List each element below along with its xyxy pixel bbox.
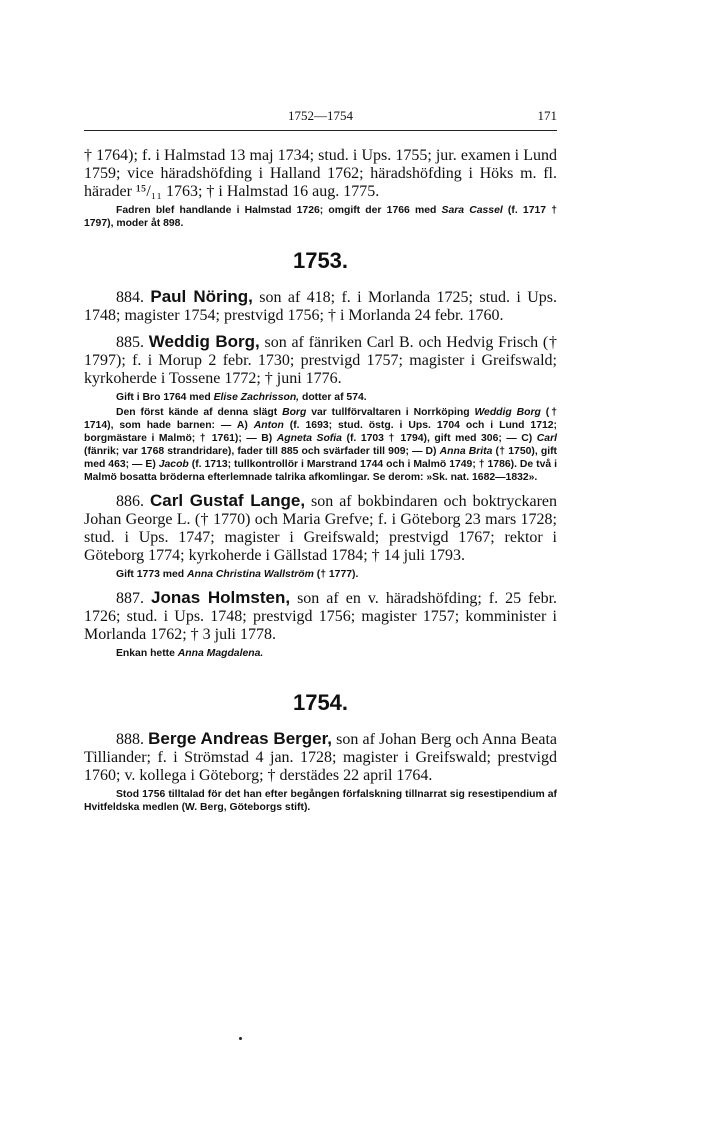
entry-886-note: Gift 1773 med Anna Christina Wallström († 1777).: [116, 569, 359, 580]
continuation-note: Fadren blef handlande i Halmstad 1726; omgift der 1766 med Sara Cassel (f. 1717 † 1797), moder åt 898.: [84, 205, 557, 229]
header-years: 1752—1754: [288, 108, 353, 123]
header-rule: [84, 130, 557, 131]
page-number: 171: [537, 108, 557, 123]
book-page: [84, 104, 557, 816]
entry-885: 885. Weddig Borg, son af fänriken Carl B. och Hedvig Frisch († 1797); f. i Morup 2 febr. 1730; prestvigd 1757; magister i Greifswald; kyrkoherde i Tossene 1772; † juni 1776.: [84, 332, 557, 387]
entry-888: 888. Berge Andreas Berger, son af Johan Berg och Anna Beata Tilliander; f. i Strömstad 4 jan. 1728; magister i Greifswald; prestvigd 1760; v. kollega i Göteborg; † derstädes 22 april 1764.: [84, 729, 558, 784]
entry-885-note-1: Gift i Bro 1764 med Elise Zachrisson, dotter af 574.: [116, 392, 367, 403]
entry-886: 886. Carl Gustaf Lange, son af bokbindaren och boktryckaren Johan George L. († 1770) och Maria Grefve; f. i Göteborg 23 mars 1728; stud. i Ups. 1747; magister i Greifswald; prestvigd 1767; rektor i Göteborg 1774; kyrkoherde i Gällstad 1784; † 14 juli 1793.: [84, 491, 558, 564]
stray-mark: [239, 1037, 242, 1040]
entry-887: 887. Jonas Holmsten, son af en v. häradshöfding; f. 25 febr. 1726; stud. i Ups. 1748; prestvigd 1756; magister 1757; komminister i Morlanda 1762; † 3 juli 1778.: [84, 588, 558, 643]
year-heading-1753: 1753.: [292, 248, 349, 273]
entry-name: Jonas Holmsten,: [151, 588, 291, 607]
entry-name: Weddig Borg,: [148, 332, 260, 351]
running-head: [84, 104, 557, 128]
entry-887-note: Enkan hette Anna Magdalena.: [116, 648, 264, 659]
continuation-text: † 1764); f. i Halmstad 13 maj 1734; stud. i Ups. 1755; jur. examen i Lund 1759; vice häradshöfding i Halland 1762; häradshöfding i Höks m. fl. härader ¹⁵/₁₁ 1763; † i Halmstad 16 aug. 1775.: [84, 147, 557, 200]
entry-888-note: Stod 1756 tilltalad för det han efter begången förfalskning tillnarrat sig resestipendium af Hvitfeldska medlen (W. Berg, Göteborgs stift).: [84, 789, 557, 813]
entry-name: Berge Andreas Berger,: [148, 729, 333, 748]
entry-name: Paul Nöring,: [150, 287, 253, 306]
entry-name: Carl Gustaf Lange,: [149, 491, 306, 510]
entry-885-note-2: Den först kände af denna slägt Borg var tullförvaltaren i Norrköping Weddig Borg († 1714), som hade barnen: — A) Anton (f. 1693; stud. östg. i Ups. 1704 och i Lund 1712; borgmästare i Malmö; † 1761); — B) Agneta Sofia (f. 1703 † 1794), gift med 306; — C) Carl (fänrik; var 1768 strandridare), fader till 885 och svärfader till 909; — D) Anna Brita († 1750), gift med 463; — E) Jacob (f. 1713; tullkontrollör i Marstrand 1744 och i Malmö 1749; † 1786). De två i Malmö bosatta bröderna efterlemnade talrika afkomlingar. Se derom: »Sk. nat. 1682—1832».: [84, 407, 558, 483]
entry-884: 884. Paul Nöring, son af 418; f. i Morlanda 1725; stud. i Ups. 1748; magister 1754; prestvigd 1756; † i Morlanda 24 febr. 1760.: [84, 287, 558, 324]
year-heading-1754: 1754.: [292, 690, 349, 715]
